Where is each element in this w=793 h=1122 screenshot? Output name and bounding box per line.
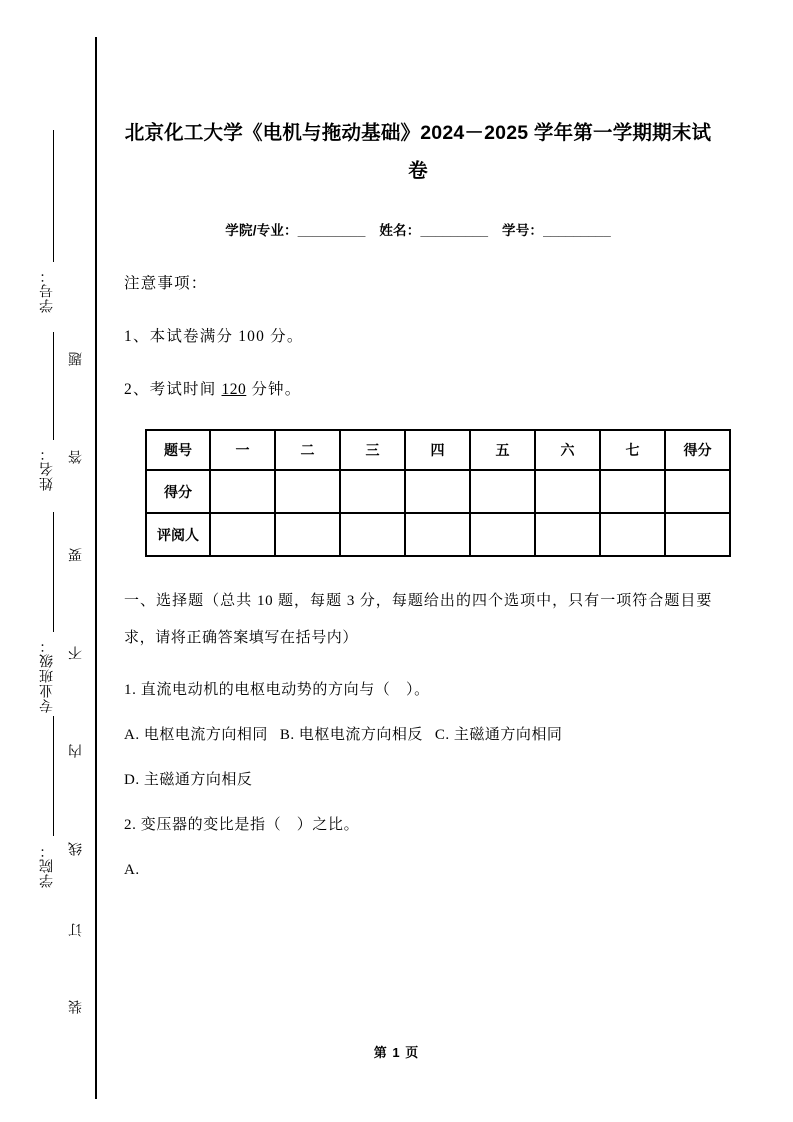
- score-table-cell: 七: [600, 430, 665, 470]
- score-table-cell: 一: [210, 430, 275, 470]
- college-label: 学院/专业：: [225, 223, 298, 238]
- name-label: 姓名：: [379, 223, 421, 238]
- binding-warning-glyph-8: 装: [69, 1000, 84, 1014]
- score-table-cell: 五: [470, 430, 535, 470]
- binding-warning-glyph-6: 线: [69, 842, 84, 856]
- score-table-row-header: 得分: [146, 470, 210, 513]
- exam-content: [124, 0, 712, 1122]
- binding-inner-rule-segment-2: [53, 332, 54, 440]
- score-table: [145, 429, 731, 557]
- score-table-cell: 四: [405, 430, 470, 470]
- score-table-cell[interactable]: [535, 470, 600, 513]
- notice-item-2-suffix: 分钟。: [251, 381, 302, 398]
- page-title: 北京化工大学《电机与拖动基础》2024－2025 学年第一学期期末试卷: [124, 122, 712, 182]
- binding-inner-rule-segment-4: [53, 716, 54, 836]
- score-table-cell[interactable]: [665, 513, 730, 556]
- score-table-cell[interactable]: [600, 470, 665, 513]
- score-table-cell[interactable]: [405, 470, 470, 513]
- page-footer: 第 1 页: [373, 1045, 420, 1060]
- binding-outer-rule: [95, 37, 97, 1099]
- score-table-cell: 三: [340, 430, 405, 470]
- binding-inner-rule-segment-1: [53, 130, 54, 262]
- score-table-cell[interactable]: [535, 513, 600, 556]
- binding-warning-glyph-3: 要: [69, 548, 84, 562]
- table-row: [146, 470, 730, 513]
- binding-warning-glyph-1: 题: [69, 352, 84, 366]
- score-table-cell[interactable]: [275, 470, 340, 513]
- binding-warning-glyph-5: 内: [69, 744, 84, 758]
- college-blank[interactable]: _________: [297, 223, 366, 238]
- score-table-row-header: 题号: [146, 430, 210, 470]
- table-row: [146, 430, 730, 470]
- question-1-option-a[interactable]: A. 电枢电流方向相同: [124, 727, 268, 743]
- name-blank[interactable]: _________: [420, 223, 489, 238]
- score-table-cell: 二: [275, 430, 340, 470]
- question-1-option-b[interactable]: B. 电枢电流方向相反: [279, 727, 423, 743]
- score-table-container: [124, 429, 712, 557]
- score-table-cell[interactable]: [340, 470, 405, 513]
- score-table-cell[interactable]: [210, 470, 275, 513]
- binding-warning-glyph-4: 不: [69, 646, 84, 660]
- question-1-options-row: [124, 702, 712, 747]
- question-1-stem: 1. 直流电动机的电枢电动势的方向与（ ）。: [124, 682, 430, 698]
- score-table-cell[interactable]: [340, 513, 405, 556]
- binding-margin: [0, 0, 100, 1122]
- binding-inner-rule-segment-3: [53, 512, 54, 632]
- binding-warning-glyph-7: 订: [69, 923, 84, 937]
- notices-heading: 注意事项：: [124, 275, 208, 292]
- binding-label-class: 专业班级：: [40, 638, 55, 713]
- score-table-cell[interactable]: [470, 470, 535, 513]
- section-one-heading: 一、选择题（总共 10 题，每题 3 分，每题给出的四个选项中，只有一项符合题目要求，请将正确答案填写在括号内）: [124, 593, 712, 646]
- binding-label-college: 学院：: [40, 843, 55, 888]
- question-1-option-c[interactable]: C. 主磁通方向相同: [434, 727, 563, 743]
- binding-label-student-id: 学号：: [40, 268, 55, 313]
- score-table-row-header: 评阅人: [146, 513, 210, 556]
- binding-label-name: 姓名：: [40, 446, 55, 491]
- score-table-cell[interactable]: [600, 513, 665, 556]
- notice-item-1: 1、本试卷满分 100 分。: [124, 328, 304, 345]
- question-2-option-a[interactable]: A.: [124, 862, 140, 878]
- student-id-label: 学号：: [502, 223, 544, 238]
- table-row: [146, 513, 730, 556]
- score-table-cell[interactable]: [405, 513, 470, 556]
- score-table-cell: 六: [535, 430, 600, 470]
- score-table-cell[interactable]: [210, 513, 275, 556]
- identity-line: [124, 221, 712, 241]
- score-table-cell: 得分: [665, 430, 730, 470]
- exam-duration-value: 120: [221, 381, 247, 398]
- notice-item-2: [124, 348, 712, 401]
- binding-warning-glyph-2: 答: [69, 450, 84, 464]
- score-table-cell[interactable]: [665, 470, 730, 513]
- score-table-cell[interactable]: [470, 513, 535, 556]
- question-1-option-d[interactable]: D. 主磁通方向相反: [124, 772, 253, 788]
- score-table-cell[interactable]: [275, 513, 340, 556]
- question-2-stem: 2. 变压器的变比是指（ ）之比。: [124, 817, 360, 833]
- notice-item-2-prefix: 2、考试时间: [124, 381, 217, 398]
- student-id-blank[interactable]: _________: [543, 223, 611, 238]
